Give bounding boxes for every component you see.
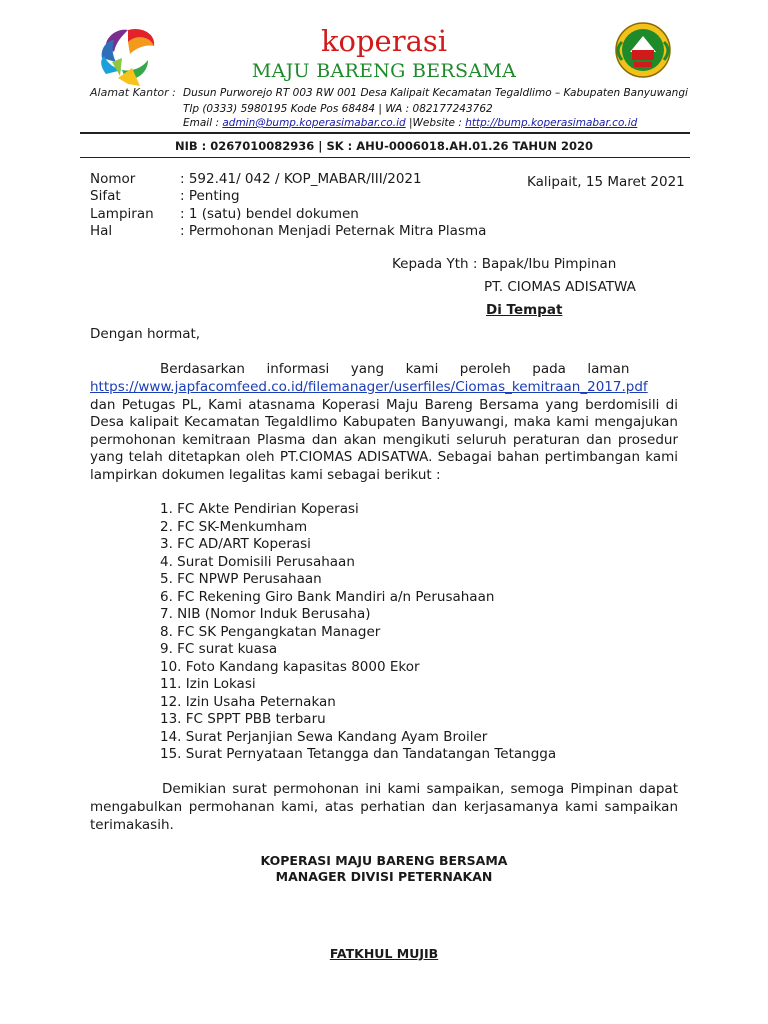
letterhead-subtitle: MAJU BARENG BERSAMA [251, 60, 517, 82]
address-line: Dusun Purworejo RT 003 RW 001 Desa Kalipait Kecamatan Tegaldlimo – Kabupaten Banyuwangi [183, 87, 688, 99]
website-link[interactable]: http://bump.koperasimabar.co.id [465, 117, 638, 129]
hal-label: Hal [90, 223, 113, 239]
list-item: 4. Surat Domisili Perusahaan [160, 554, 355, 570]
list-item: 5. FC NPWP Perusahaan [160, 571, 322, 587]
list-item: 9. FC surat kuasa [160, 641, 278, 657]
paragraph-1-line-3: dan Petugas PL, Kami atasnama Koperasi Maju Bareng Bersama yang berdomisili di [90, 397, 678, 413]
list-item: 12. Izin Usaha Peternakan [160, 694, 336, 710]
paragraph-2-line-1: Demikian surat permohonan ini kami sampaikan, semoga Pimpinan dapat [162, 781, 678, 797]
paragraph-2-line-2: mengabulkan permohanan kami, atas perhatian dan kerjasamanya kami sampaikan [90, 799, 678, 815]
header-divider [80, 132, 690, 134]
letter-date: Kalipait, 15 Maret 2021 [527, 174, 685, 190]
nomor-value: : 592.41/ 042 / KOP_MABAR/III/2021 [180, 171, 422, 187]
website-label: |Website : [409, 117, 462, 129]
email-website-line [183, 117, 637, 129]
list-item: 13. FC SPPT PBB terbaru [160, 711, 326, 727]
paragraph-1-line-4: Desa kalipait Kecamatan Tegaldlimo Kabupaten Banyuwangi, maka kami mengajukan [90, 414, 678, 430]
greeting: Dengan hormat, [90, 326, 201, 342]
japfa-link[interactable]: https://www.japfacomfeed.co.id/filemanager/userfiles/Ciomas_kemitraan_2017.pdf [90, 379, 648, 395]
list-item: 3. FC AD/ART Koperasi [160, 536, 311, 552]
nomor-label: Nomor [90, 171, 136, 187]
hal-value: : Permohonan Menjadi Peternak Mitra Plasma [180, 223, 487, 239]
emblem-logo [604, 20, 682, 80]
phone-line: Tlp (0333) 5980195 Kode Pos 68484 | WA : 082177243762 [183, 103, 493, 115]
address-label: Alamat Kantor : [90, 86, 176, 99]
signature-organization: KOPERASI MAJU BARENG BERSAMA [260, 853, 508, 868]
list-item: 8. FC SK Pengangkatan Manager [160, 624, 381, 640]
recipient-place: Di Tempat [486, 302, 563, 318]
header-divider-bottom [80, 157, 690, 158]
sifat-value: : Penting [180, 188, 240, 204]
letterhead-title: koperasi [320, 24, 448, 58]
recipient-line-1: Kepada Yth : Bapak/Ibu Pimpinan [392, 256, 617, 272]
sifat-label: Sifat [90, 188, 121, 204]
list-item: 1. FC Akte Pendirian Koperasi [160, 501, 359, 517]
signatory-name: FATKHUL MUJIB [329, 946, 439, 961]
paragraph-1-line-7: lampirkan dokumen legalitas kami sebagai berikut : [90, 467, 441, 483]
nib-line: NIB : 0267010082936 | SK : AHU-0006018.AH.01.26 TAHUN 2020 [174, 139, 594, 153]
list-item: 14. Surat Perjanjian Sewa Kandang Ayam Broiler [160, 729, 488, 745]
paragraph-1-line-5: permohonan kemitraan Plasma dan akan mengikuti seluruh peraturan dan prosedur [90, 432, 678, 448]
list-item: 7. NIB (Nomor Induk Berusaha) [160, 606, 371, 622]
paragraph-1-line-6: yang telah ditetapkan oleh PT.CIOMAS ADISATWA. Sebagai bahan pertimbangan kami [90, 449, 678, 465]
list-item: 15. Surat Pernyataan Tetangga dan Tandatangan Tetangga [160, 746, 557, 762]
signature-position: MANAGER DIVISI PETERNAKAN [275, 869, 493, 884]
list-item: 10. Foto Kandang kapasitas 8000 Ekor [160, 659, 420, 675]
lampiran-label: Lampiran [90, 206, 154, 222]
recipient-company: PT. CIOMAS ADISATWA [484, 279, 636, 295]
list-item: 6. FC Rekening Giro Bank Mandiri a/n Perusahaan [160, 589, 495, 605]
paragraph-1-line-1: Berdasarkan informasi yang kami peroleh pada laman [160, 361, 630, 377]
list-item: 2. FC SK-Menkumham [160, 519, 308, 535]
lampiran-value: : 1 (satu) bendel dokumen [180, 206, 359, 222]
email-link[interactable]: admin@bump.koperasimabar.co.id [222, 117, 406, 129]
paragraph-2-line-3: terimakasih. [90, 817, 174, 833]
email-label: Email : [183, 117, 220, 129]
list-item: 11. Izin Lokasi [160, 676, 256, 692]
